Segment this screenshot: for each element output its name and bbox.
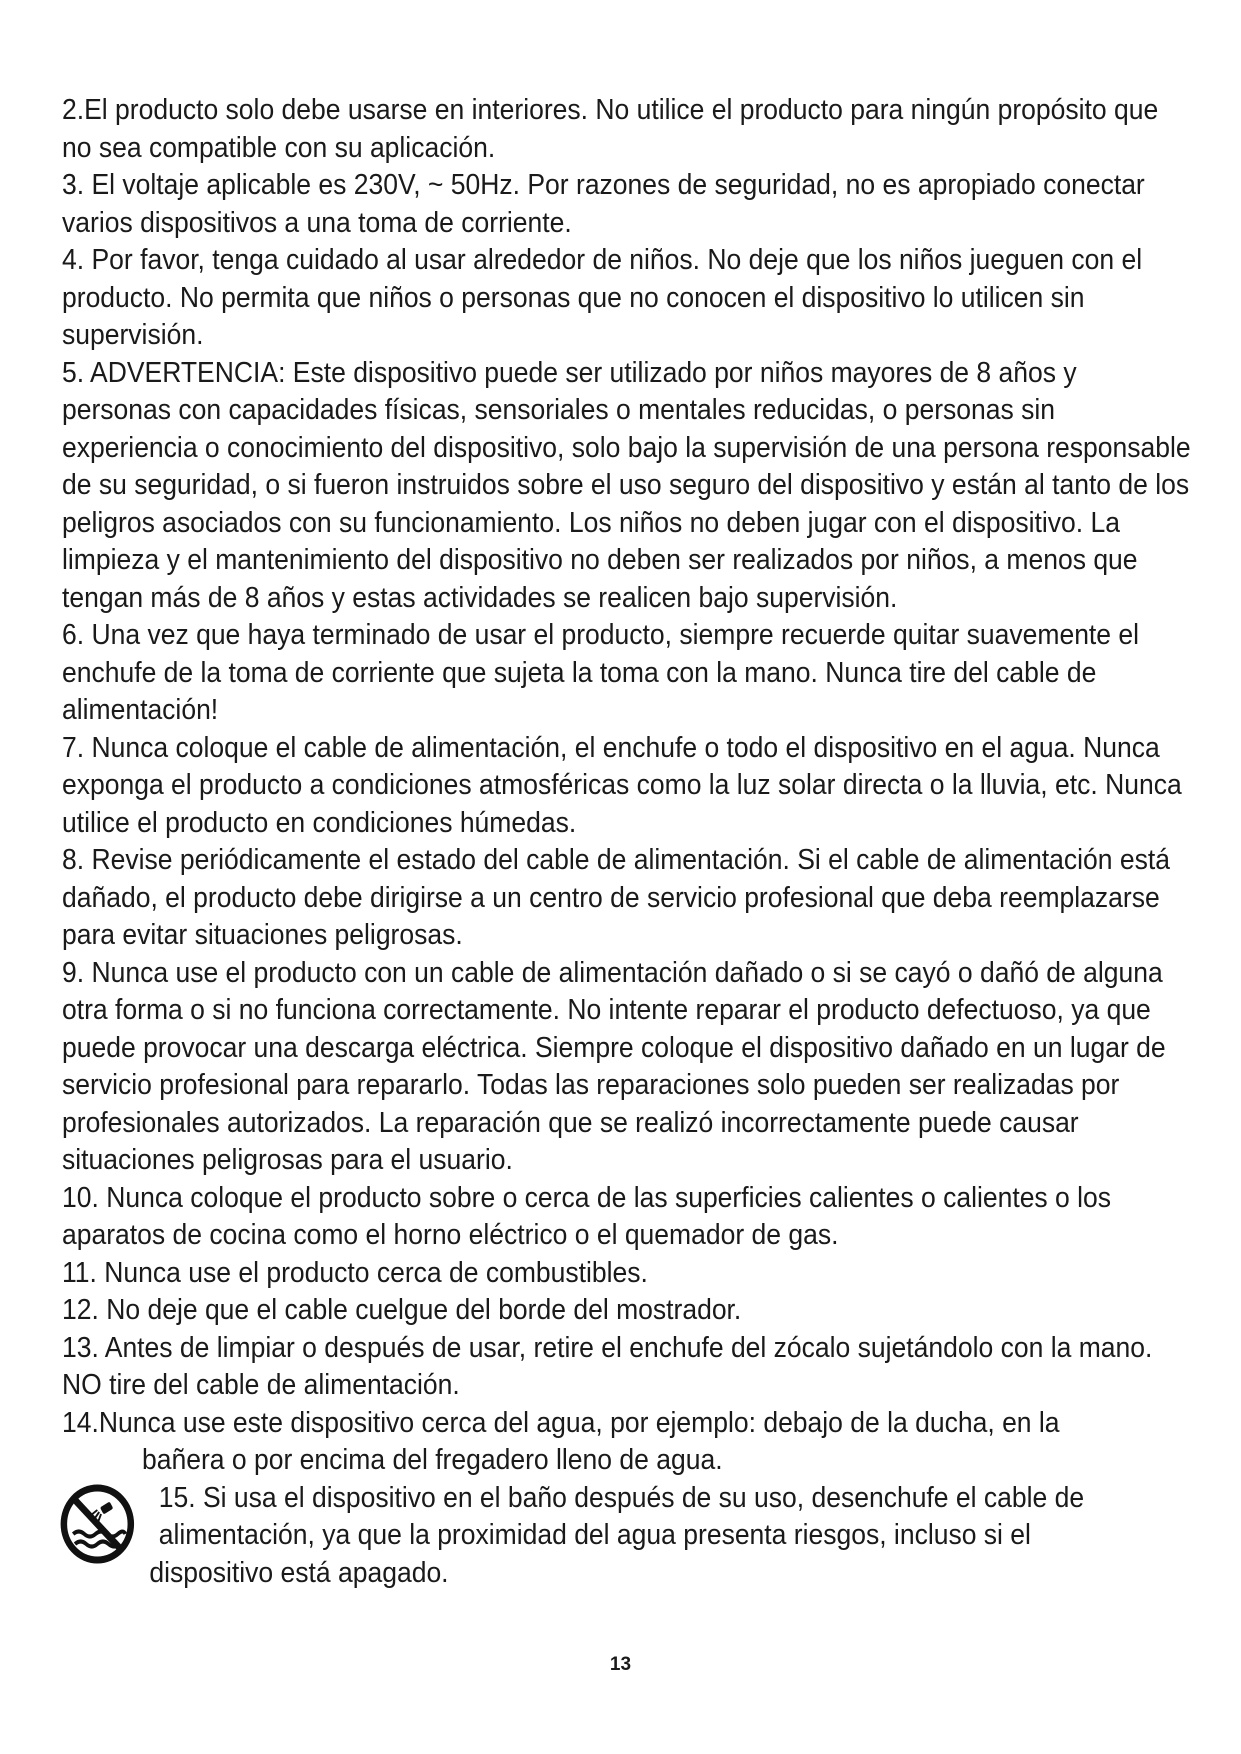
item-text: ADVERTENCIA: Este dispositivo puede ser utilizado por niños mayores de 8 años y personas con capacidades físicas, sensoriales o mentales reducidas, o personas sin experiencia o conocimiento del dispositivo, solo bajo la supervisión de una persona responsable de su seguridad, o si fueron instruidos sobre el uso seguro del dispositivo y están al tanto de los peligros asociados con su funcionamiento. Los niños no deben jugar con el dispositivo. La limpieza y el mantenimiento del dispositivo no deben ser realizados por niños, a menos que tengan más de 8 años y estas actividades se realicen bajo supervisión. xyxy=(62,356,1191,614)
item-text: Nunca use el producto cerca de combustibles. xyxy=(104,1256,648,1289)
instruction-item-13 xyxy=(62,1330,1192,1405)
item-text: No deje que el cable cuelgue del borde del mostrador. xyxy=(106,1294,742,1326)
item-text-first-line: Nunca use este dispositivo cerca del agua, por ejemplo: debajo de la ducha, en la xyxy=(98,1406,1060,1439)
item-text: Por favor, tenga cuidado al usar alrededor de niños. No deje que los niños jueguen con el producto. No permita que niños o personas que no conocen el dispositivo lo utilicen sin supervisión. xyxy=(62,244,1143,351)
instruction-item-7 xyxy=(62,730,1192,843)
item-number: 4. xyxy=(62,244,85,276)
item-number: 8. xyxy=(62,844,85,876)
item-text: Antes de limpiar o después de usar, retire el enchufe del zócalo sujetándolo con la mano. NO tire del cable de alimentación. xyxy=(62,1331,1153,1401)
item-text: Si usa el dispositivo en el baño después de su uso, desenchufe el cable de alimentación, ya que la proximidad del agua presenta riesgos, incluso si el xyxy=(158,1481,1085,1551)
item-15-body xyxy=(149,1480,1192,1555)
item-number: 2. xyxy=(62,94,85,126)
item-number: 11. xyxy=(62,1256,97,1289)
item-number: 9. xyxy=(62,956,85,989)
instruction-item-11 xyxy=(62,1255,1192,1293)
instruction-item-6 xyxy=(62,617,1192,730)
item-number: 15. xyxy=(158,1481,196,1514)
item-text-rest: bañera o por encima del fregadero lleno de agua. xyxy=(141,1444,723,1476)
item-number: 6. xyxy=(62,619,85,651)
page-number: 13 xyxy=(609,1654,632,1675)
no-water-bath-icon xyxy=(58,1482,136,1566)
item-text: Revise periódicamente el estado del cable de alimentación. Si el cable de alimentación está dañado, el producto debe dirigirse a un centro de servicio profesional que deba reemplazarse para evitar situaciones peligrosas. xyxy=(62,844,1171,951)
item-text: Una vez que haya terminado de usar el producto, siempre recuerde quitar suavemente el enchufe de la toma de corriente que sujeta la toma con la mano. Nunca tire del cable de alimentación! xyxy=(62,619,1140,726)
item-number: 3. xyxy=(62,169,85,201)
instruction-item-10 xyxy=(62,1180,1192,1255)
item-number: 10. xyxy=(62,1181,99,1214)
instruction-item-2 xyxy=(62,92,1192,167)
instruction-item-5 xyxy=(62,355,1192,618)
instruction-item-9 xyxy=(62,955,1192,1180)
instruction-item-14 xyxy=(62,1405,1192,1443)
item-number: 13. xyxy=(62,1331,99,1364)
instruction-item-14-continued xyxy=(62,1442,1192,1480)
item-text: Nunca coloque el producto sobre o cerca de las superficies calientes o calientes o los aparatos de cocina como el horno eléctrico o el quemador de gas. xyxy=(62,1181,1112,1251)
instruction-item-8 xyxy=(62,842,1192,955)
item-number: 14. xyxy=(62,1406,99,1439)
item-text: El producto solo debe usarse en interiores. No utilice el producto para ningún propósito que no sea compatible con su aplicación. xyxy=(62,94,1159,164)
instruction-item-12 xyxy=(62,1292,1192,1330)
instruction-item-4 xyxy=(62,242,1192,355)
item-text: El voltaje aplicable es 230V, ~ 50Hz. Por razones de seguridad, no es apropiado conectar varios dispositivos a una toma de corriente. xyxy=(62,169,1145,239)
item-number: 7. xyxy=(62,731,85,764)
item-text: Nunca coloque el cable de alimentación, el enchufe o todo el dispositivo en el agua. Nunca exponga el producto a condiciones atmosféricas como la luz solar directa o la lluvia, etc. Nunca utilice el producto en condiciones húmedas. xyxy=(62,731,1182,839)
item-number: 5. xyxy=(62,356,85,389)
item-15-last-line: dispositivo está apagado. xyxy=(149,1556,449,1589)
safety-instructions xyxy=(62,92,1192,1592)
item-text: Nunca use el producto con un cable de alimentación dañado o si se cayó o dañó de alguna otra forma o si no funciona correctamente. No intente reparar el producto defectuoso, ya que puede provocar una descarga eléctrica. Siempre coloque el dispositivo dañado en un lugar de servicio profesional para repararlo. Todas las reparaciones solo pueden ser realizadas por profesionales autorizados. La reparación que se realizó incorrectamente puede causar situaciones peligrosas para el usuario. xyxy=(62,956,1166,1176)
instruction-item-3 xyxy=(62,167,1192,242)
item-number: 12. xyxy=(62,1294,99,1326)
instruction-item-15 xyxy=(62,1480,1192,1593)
